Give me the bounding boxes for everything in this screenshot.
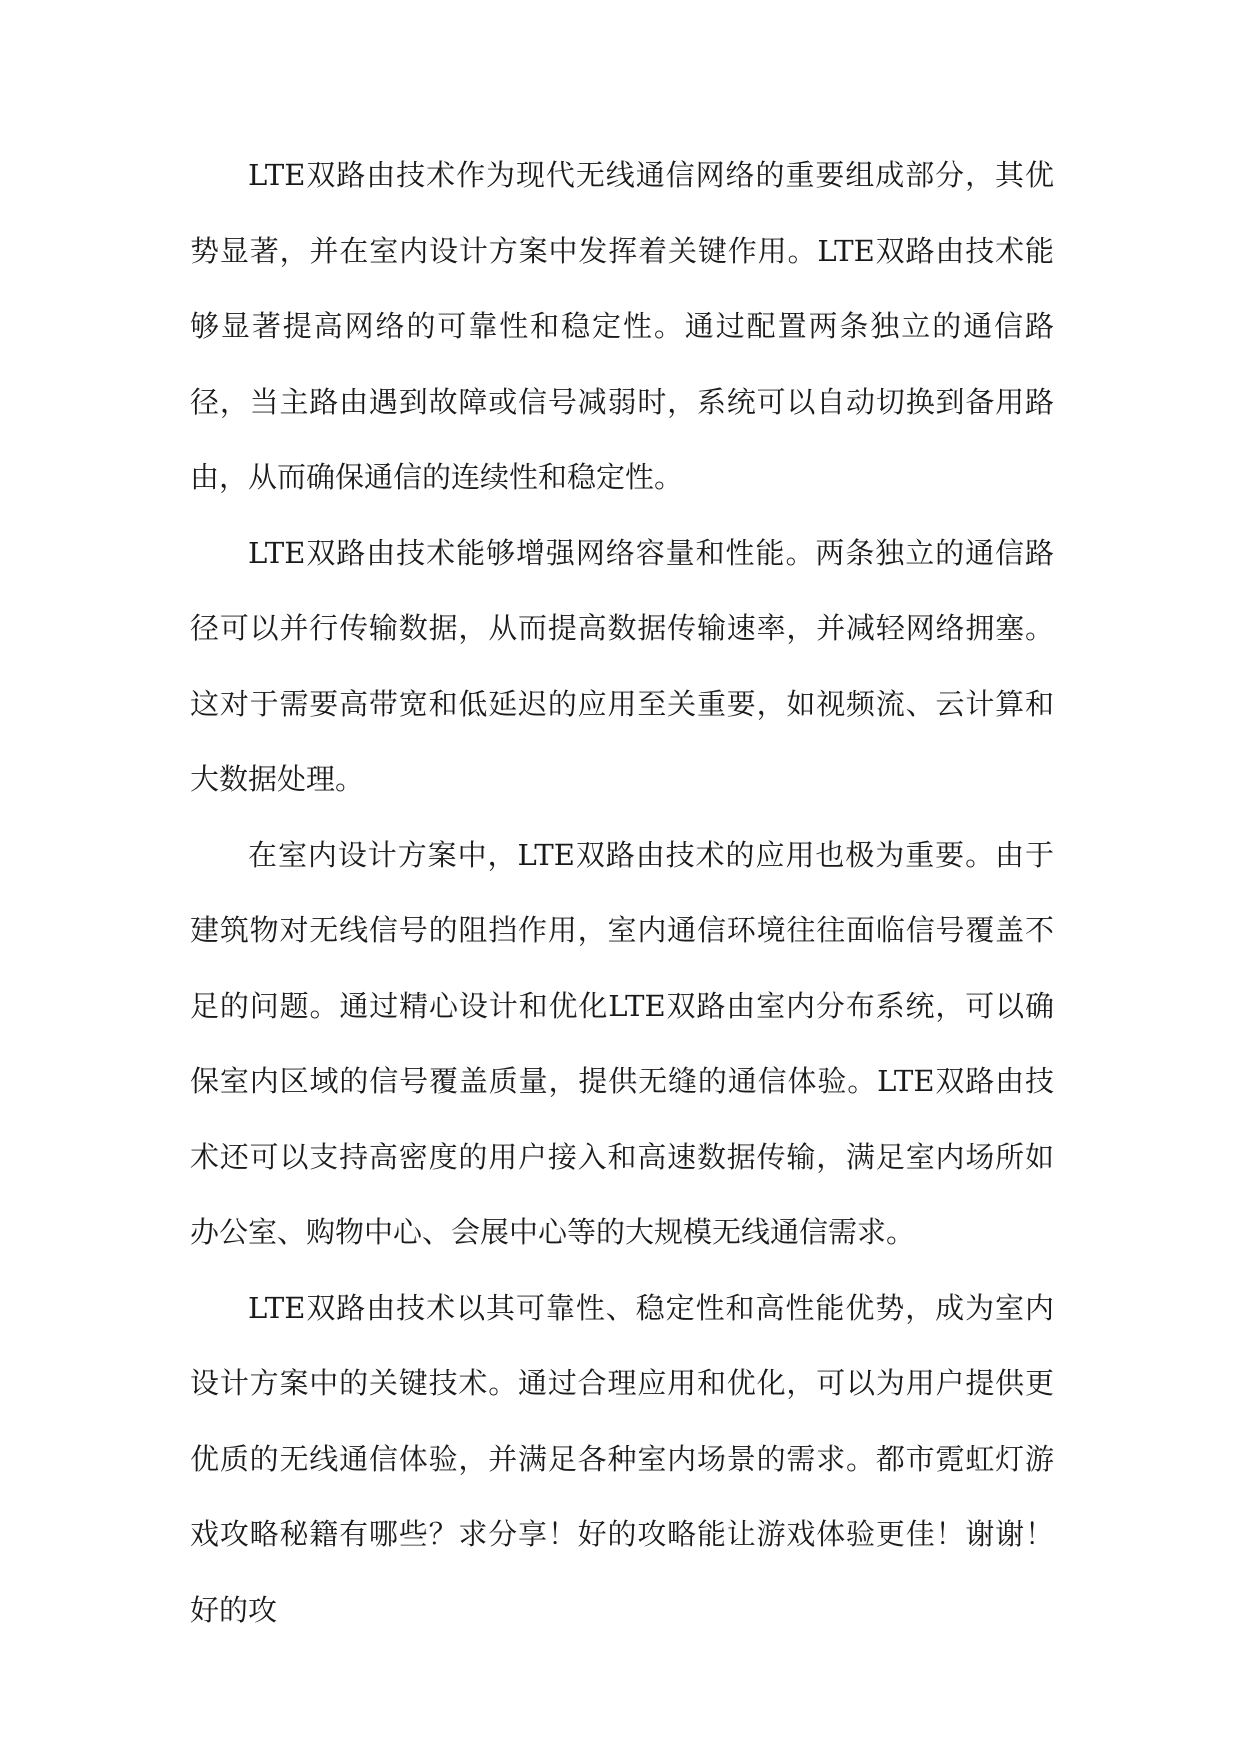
document-body (190, 138, 1054, 1648)
paragraph-3: 在室内设计方案中，LTE双路由技术的应用也极为重要。由于建筑物对无线信号的阻挡作用，室内通信环境往往面临信号覆盖不足的问题。通过精心设计和优化LTE双路由室内分布系统，可以确保室内区域的信号覆盖质量，提供无缝的通信体验。LTE双路由技术还可以支持高密度的用户接入和高速数据传输，满足室内场所如办公室、购物中心、会展中心等的大规模无线通信需求。 (190, 837, 1054, 1249)
paragraph-2: LTE双路由技术能够增强网络容量和性能。两条独立的通信路径可以并行传输数据，从而提高数据传输速率，并减轻网络拥塞。这对于需要高带宽和低延迟的应用至关重要，如视频流、云计算和大数据处理。 (190, 535, 1054, 796)
paragraph-4: LTE双路由技术以其可靠性、稳定性和高性能优势，成为室内设计方案中的关键技术。通过合理应用和优化，可以为用户提供更优质的无线通信体验，并满足各种室内场景的需求。都市霓虹灯游戏攻略秘籍有哪些？求分享！好的攻略能让游戏体验更佳！谢谢！好的攻 (190, 1290, 1054, 1627)
paragraph-1: LTE双路由技术作为现代无线通信网络的重要组成部分，其优势显著，并在室内设计方案中发挥着关键作用。LTE双路由技术能够显著提高网络的可靠性和稳定性。通过配置两条独立的通信路径，当主路由遇到故障或信号减弱时，系统可以自动切换到备用路由，从而确保通信的连续性和稳定性。 (190, 158, 1054, 494)
